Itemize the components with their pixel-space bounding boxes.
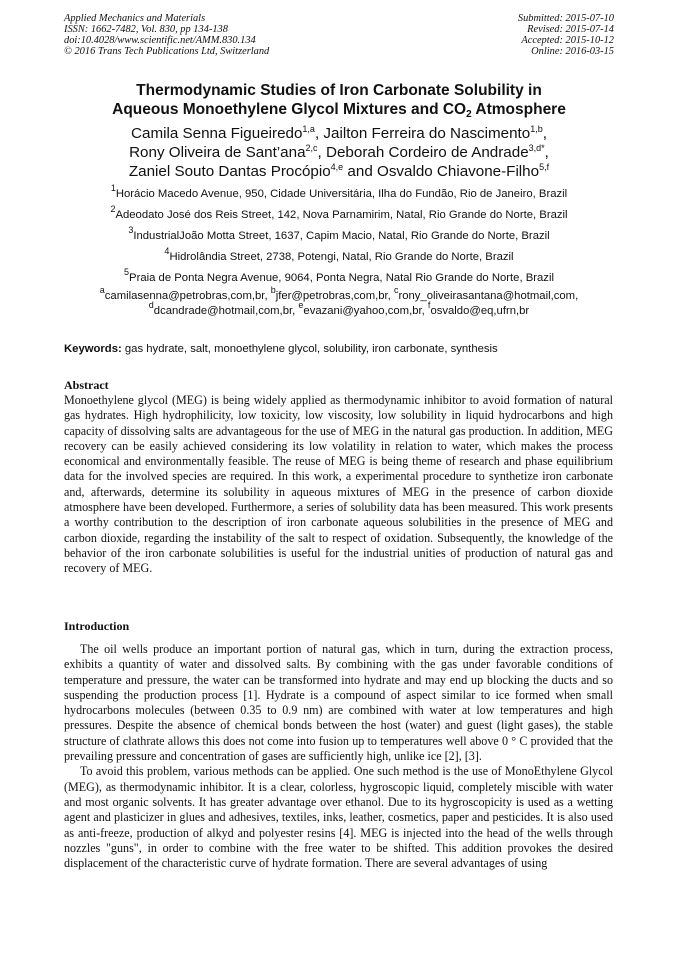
title-line-1: Thermodynamic Studies of Iron Carbonate Solubility in [136, 82, 542, 99]
title-line-2: Aqueous Monoethylene Glycol Mixtures and $CO_2$ Atmosphere [112, 101, 566, 120]
keywords-text: gas hydrate, salt, monoethylene glycol, solubility, iron carbonate, synthesis [121, 343, 498, 355]
abstract-text: Monoethylene glycol (MEG) is being widely applied as thermodynamic inhibitor to avoid formation of natural gas hydrates. High hydrophilicity, low toxicity, low viscosity, low solubility in liquid hydrocarbons and high capacity of dissolving salts are advantageous for the use of MEG in the natural gas production. In addition, MEG recovery can be easily achieved considering its low volatility in relation to water, which makes the process economical and environmentally feasible. The reuse of MEG is being theme of research and phase equilibrium data for the involved species are required. In this work, a experimental procedure to synthetize iron carbonate and, afterwards, determine its solubility in aqueous mixtures of MEG in the presence of carbon dioxide atmosphere have been developed. Furthermore, a series of solubility data has been measured. This work presents a worthy contribution to the description of iron carbonate aqueous solubilities in the presence of MEG and carbon dioxide, regarding the instability of the salt to respect of oxidation. Subsequently, the knowledge of the behavior of the iron carbonate solubilities is useful for the industrial unities of production of natural gas and recovery of MEG. [64, 393, 613, 576]
affiliation-3: $^3$IndustrialJoão Motta Street, 1637, Capim Macio, Natal, Rio Grande do Norte, Brazil [128, 225, 550, 242]
submitted-date: Submitted: 2015-07-10 [517, 13, 614, 24]
dates-header [518, 14, 614, 58]
journal-name: Applied Mechanics and Materials [64, 13, 206, 24]
author: Zaniel Souto Dantas Procópio [128, 163, 331, 180]
email-line-2: $^d$dcandrade@hotmail,com,br, $^e$evazani@yahoo,com,br, $^f$osvaldo@eq,ufrn,br [148, 300, 530, 317]
author-line-1: Camila Senna Figueiredo$^{1,a}$, Jailton Ferreira do Nascimento$^{1,b}$, [131, 124, 547, 142]
revised-date: Revised: 2015-07-14 [527, 23, 614, 35]
issn-info: ISSN: 1662-7482, Vol. 830, pp 134-138 [64, 23, 228, 35]
author: Deborah Cordeiro de Andrade [326, 144, 529, 161]
author: Osvaldo Chiavone-Filho [377, 163, 540, 180]
abstract-body [64, 393, 613, 577]
paper-title [40, 81, 638, 119]
affiliation-1: $^1$Horácio Macedo Avenue, 950, Cidade Universitária, Ilha do Fundão, Rio de Janeiro, Brazil [110, 183, 568, 200]
email: dcandrade@hotmail,com,br, [153, 305, 299, 317]
author: Jailton Ferreira do Nascimento [323, 125, 531, 142]
affiliations [40, 184, 638, 319]
doi: doi:10.4028/www.scientific.net/AMM.830.134 [64, 34, 256, 46]
affiliation-5: $^5$Praia de Ponta Negra Avenue, 9064, Ponta Negra, Natal Rio Grande do Norte, Brazil [124, 267, 554, 284]
email: rony_oliveirasantana@hotmail,com, [398, 290, 579, 302]
copyright: © 2016 Trans Tech Publications Ltd, Switzerland [64, 45, 270, 57]
author-list [40, 124, 638, 181]
author-line-3: Zaniel Souto Dantas Procópio$^{4,e}$ and Osvaldo Chiavone-Filho$^{5,f}$ [128, 162, 550, 180]
email: jfer@petrobras,com,br, [275, 290, 394, 302]
email: evazani@yahoo,com,br, [303, 305, 428, 317]
author-line-2: Rony Oliveira de Sant’ana$^{2,c}$, Deborah Cordeiro de Andrade$^{3,d*}$, [129, 143, 549, 161]
journal-header [64, 14, 269, 58]
introduction-heading: Introduction [64, 619, 130, 633]
email-line-1: $^a$camilasenna@petrobras,com,br, $^b$jfer@petrobras,com,br, $^c$rony_oliveirasantana@hotmail,com, [99, 285, 579, 302]
online-date: Online: 2016-03-15 [531, 45, 614, 57]
affiliation-4: $^4$Hidrolândia Street, 2738, Potengi, Natal, Rio Grande do Norte, Brazil [164, 246, 514, 263]
email: osvaldo@eq,ufrn,br [430, 305, 530, 317]
affiliation-2: $^2$Adeodato José dos Reis Street, 142, Nova Parnamirim, Natal, Rio Grande do Norte, Brazil [110, 204, 568, 221]
introduction-body [64, 642, 613, 871]
accepted-date: Accepted: 2015-10-12 [521, 34, 614, 46]
email: camilasenna@petrobras,com,br, [104, 290, 271, 302]
author: Camila Senna Figueiredo [131, 125, 303, 142]
keywords [64, 343, 624, 355]
keywords-label: Keywords: [64, 343, 122, 355]
abstract-heading: Abstract [64, 378, 109, 392]
author: Rony Oliveira de Sant’ana [129, 144, 306, 161]
paragraph: The oil wells produce an important portion of natural gas, which in turn, during the extraction process, exhibits a quantity of water and dissolved salts. By combining with the gas under favorable conditions of temperature and pressure, the water can be transformed into hydrate and may end up blocking the ducts and so suspending the production process [1]. Hydrate is a compound of aspect similar to ice formed when small hydrocarbons molecules (between 0.35 to 0.9 nm) are combined with water at low temperatures and high pressures. Despite the absence of chemical bonds between the host (water) and guest (light gases), the stable structure of clathrate allows this does not come into fusion up to temperatures well above 0 ° C provided that the prevailing pressure and concentration of gases are sufficiently high, unlike ice [2], [3]. [64, 642, 613, 764]
paragraph: To avoid this problem, various methods can be applied. One such method is the use of MonoEthylene Glycol (MEG), as thermodynamic inhibitor. It is a clear, colorless, hygroscopic liquid, completely miscible with water and most organic solvents. It has greater advantage over ethanol. Due to its hygroscopicity is used as a wetting agent and plasticizer in glues and adhesives, textiles, inks, leather, cosmetics, paper and pesticides. It is also used as anti-freeze, production of alkyd and polyester resins [4]. MEG is injected into the head of the wells through nozzles "guns", in order to combine with the free water to be shifted. This addition provokes the desired displacement of the characteristic curve of hydrate formation. There are several advantages of using [64, 764, 613, 871]
